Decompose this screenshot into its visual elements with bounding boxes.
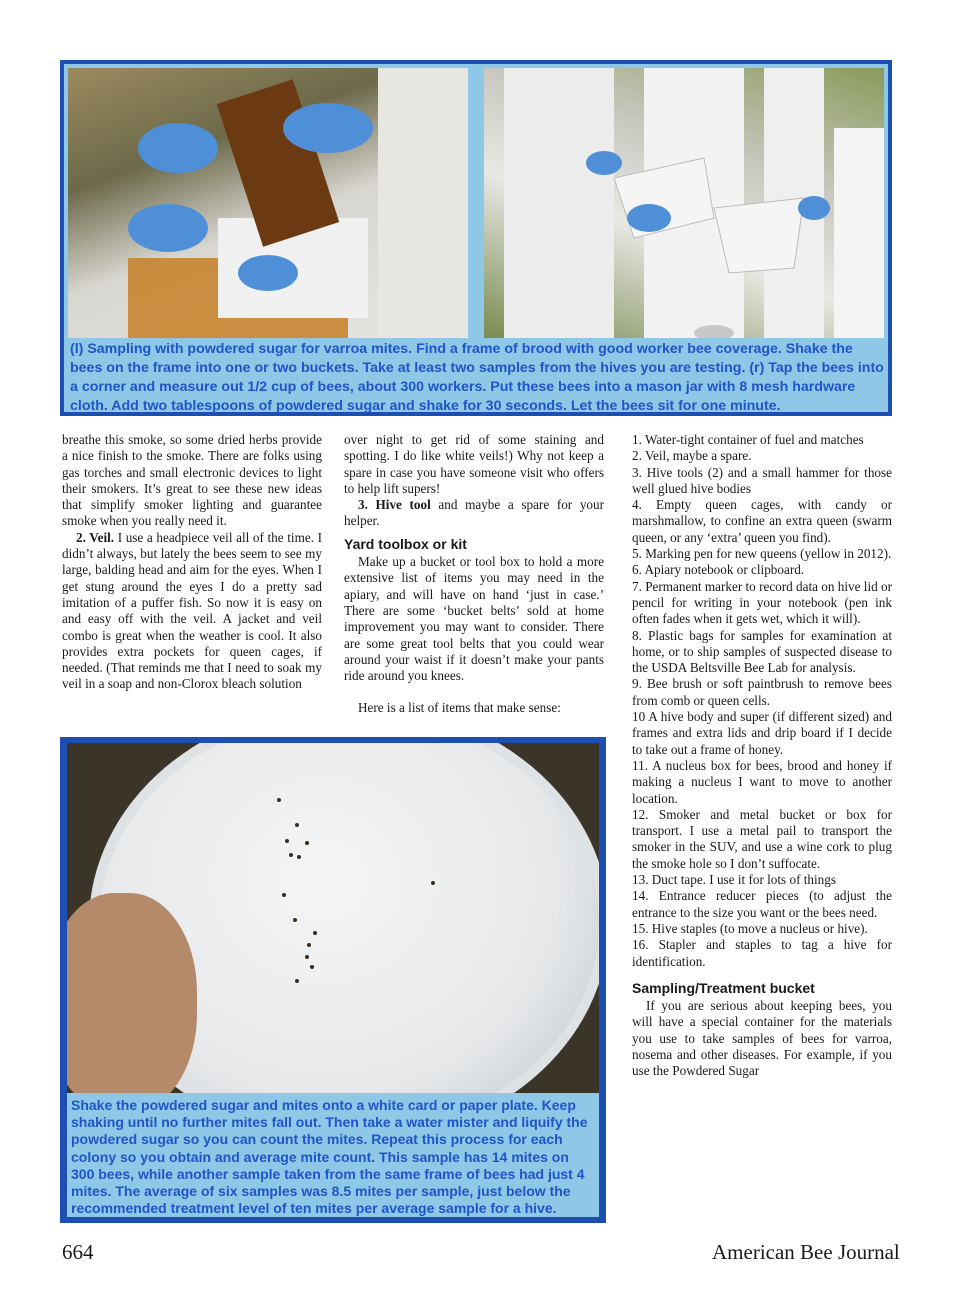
list-item: 6. Apiary notebook or clipboard. [632,562,805,578]
top-photo-caption: (l) Sampling with powdered sugar for varroa mites. Find a frame of brood with good worker bee coverage. Shake the bees on the frame into one or two buckets. Take at least two samples from the hives you are testing. (r) Tap the bees into a corner and measure out 1/2 cup of bees, about 300 workers. Put these bees into a mason jar with 8 mesh hardware cloth. Add two tablespoons of powdered sugar and shake for 30 seconds. Let the bees sit for one minute. [70,341,884,414]
mite-dot [307,943,311,947]
top-photo-figure [60,60,892,416]
mite-dot [295,823,299,827]
photo-left-illustration [68,68,468,338]
photo-right-illustration [484,68,884,338]
list-item: 4. Empty queen cages, with candy or marshmallow, to confine an extra queen (swarm queen, or any ‘extra’ queen you find). [632,497,892,545]
mite-dot [295,979,299,983]
list-item: 1. Water-tight container of fuel and matches [632,432,864,447]
mite-dot [277,798,281,802]
col1-paragraph-1: breathe this smoke, so some dried herbs provide a nice finish to the smoke. There are folks using gas torches and small electronic devices to light their smokers. It’s great to see these new ideas that simplify smoker lighting and guarantee smoke when you really need it. [62,432,322,529]
list-item: 3. Hive tools (2) and a small hammer for those well glued hive bodies [632,464,892,496]
column-1 [62,432,322,693]
list-item: 2. Veil, maybe a spare. [632,448,752,464]
photo-bee-sampling-left [68,68,468,338]
bottom-photo-caption: Shake the powdered sugar and mites onto a white card or paper plate. Keep shaking until no further mites fall out. Then take a water mister and liquify the powdered sugar so you can count the mites. Repeat this process for each colony so you obtain and average mite count. This sample has 14 mites on 300 bees, while another sample taken from the same frame of bees had just 4 mites. The average of six samples was 8.5 mites per sample, just below the recommended treatment level of ten mites per average sample for a hive. [71,1097,588,1217]
top-photo-panel [64,64,888,412]
bottom-photo-figure [60,737,606,1223]
col2-paragraph-toolbox: Make up a bucket or tool box to hold a more extensive list of items you may need in the apiary, and will have on hand ‘just in case.’ There are some ‘bucket belts’ sold at home improvement you may want to consider. There are some great tool belts that you could wear around your waist if it doesn’t make your pants ride around you knees. [344,554,604,684]
mite-dot [285,839,289,843]
mite-dot [305,841,309,845]
mite-dot [431,881,435,885]
mite-dot [282,893,286,897]
page-number: 664 [62,1240,94,1264]
photo-paper-plate-mites [67,743,599,1093]
list-item: 16. Stapler and staples to tag a hive for identification. [632,937,892,969]
list-item: 10 A hive body and super (if different sized) and frames and extra lids and drip board if I decide to take out a frame of honey. [632,709,892,757]
veil-heading: 2. Veil. [76,529,115,545]
veil-text: I use a headpiece veil all of the time. I didn’t always, but lately the bees seem to see my large, balding head and aim for the eyes. When I get stung around the eyes I do a pretty sad imitation of a puffer fish. So now it is easy on and easy off with the veil. A jacket and veil combo is great when the weather is cool. It also provides extra pockets for queen cages, if needed. (That reminds me that I need to soak my veil in a soap and non-Clorox bleach solution [62,529,322,692]
col2-paragraph-1: over night to get rid of some staining and spotting. I do like white veils!) Why not keep a spare in case you have someone visit who offers to help lift supers! [344,432,604,496]
list-item: 14. Entrance reducer pieces (to adjust the entrance to the size you want or the bees need. [632,888,892,920]
column-3 [632,432,892,1080]
col2-paragraph-hive-tool [344,497,604,530]
mite-dot [305,955,309,959]
list-item: 7. Permanent marker to record data on hive lid or pencil for writing in your notebook (pen ink often fades when it gets wet, which it will). [632,578,892,627]
hive-tool-text: and maybe a spare for your helper. [344,497,604,529]
list-item: 5. Marking pen for new queens (yellow in 2012). [632,546,892,562]
list-item: 15. Hive staples (to move a nucleus or hive). [632,920,868,936]
photo-bee-sampling-right [484,68,884,338]
mite-dot [293,918,297,922]
list-item: 13. Duct tape. I use it for lots of things [632,872,837,888]
mite-dot [289,853,293,857]
hive-tool-heading: 3. Hive tool [358,497,431,513]
list-item: 11. A nucleus box for bees, brood and honey if making a nucleus I want to move to another location. [632,757,892,806]
hand [67,893,197,1093]
list-item: 8. Plastic bags for samples for examination at home, or to ship samples of suspected disease to the USDA Beltsville Bee Lab for analysis. [632,627,892,676]
journal-name: American Bee Journal [712,1240,900,1264]
col1-paragraph-veil [62,530,322,693]
col2-list-intro: Here is a list of items that make sense: [358,700,561,716]
yard-toolbox-heading: Yard toolbox or kit [344,535,467,552]
mite-dot [310,965,314,969]
sampling-bucket-heading: Sampling/Treatment bucket [632,979,815,996]
mite-dot [313,931,317,935]
bottom-caption-panel [67,1093,599,1217]
column-2 [344,432,604,717]
col3-paragraph-sampling: If you are serious about keeping bees, you will have a special container for the materials you use to take samples of bees for varroa, nosema and other diseases. For example, if you use the Powdered Sugar [632,998,892,1079]
mite-dot [297,855,301,859]
list-item: 9. Bee brush or soft paintbrush to remove bees from comb or queen cells. [632,676,892,708]
list-item: 12. Smoker and metal bucket or box for transport. I use a metal pail to transport the smoker in the SUV, and use a wine cork to plug the smoke hole so I don’t suffocate. [632,806,892,871]
